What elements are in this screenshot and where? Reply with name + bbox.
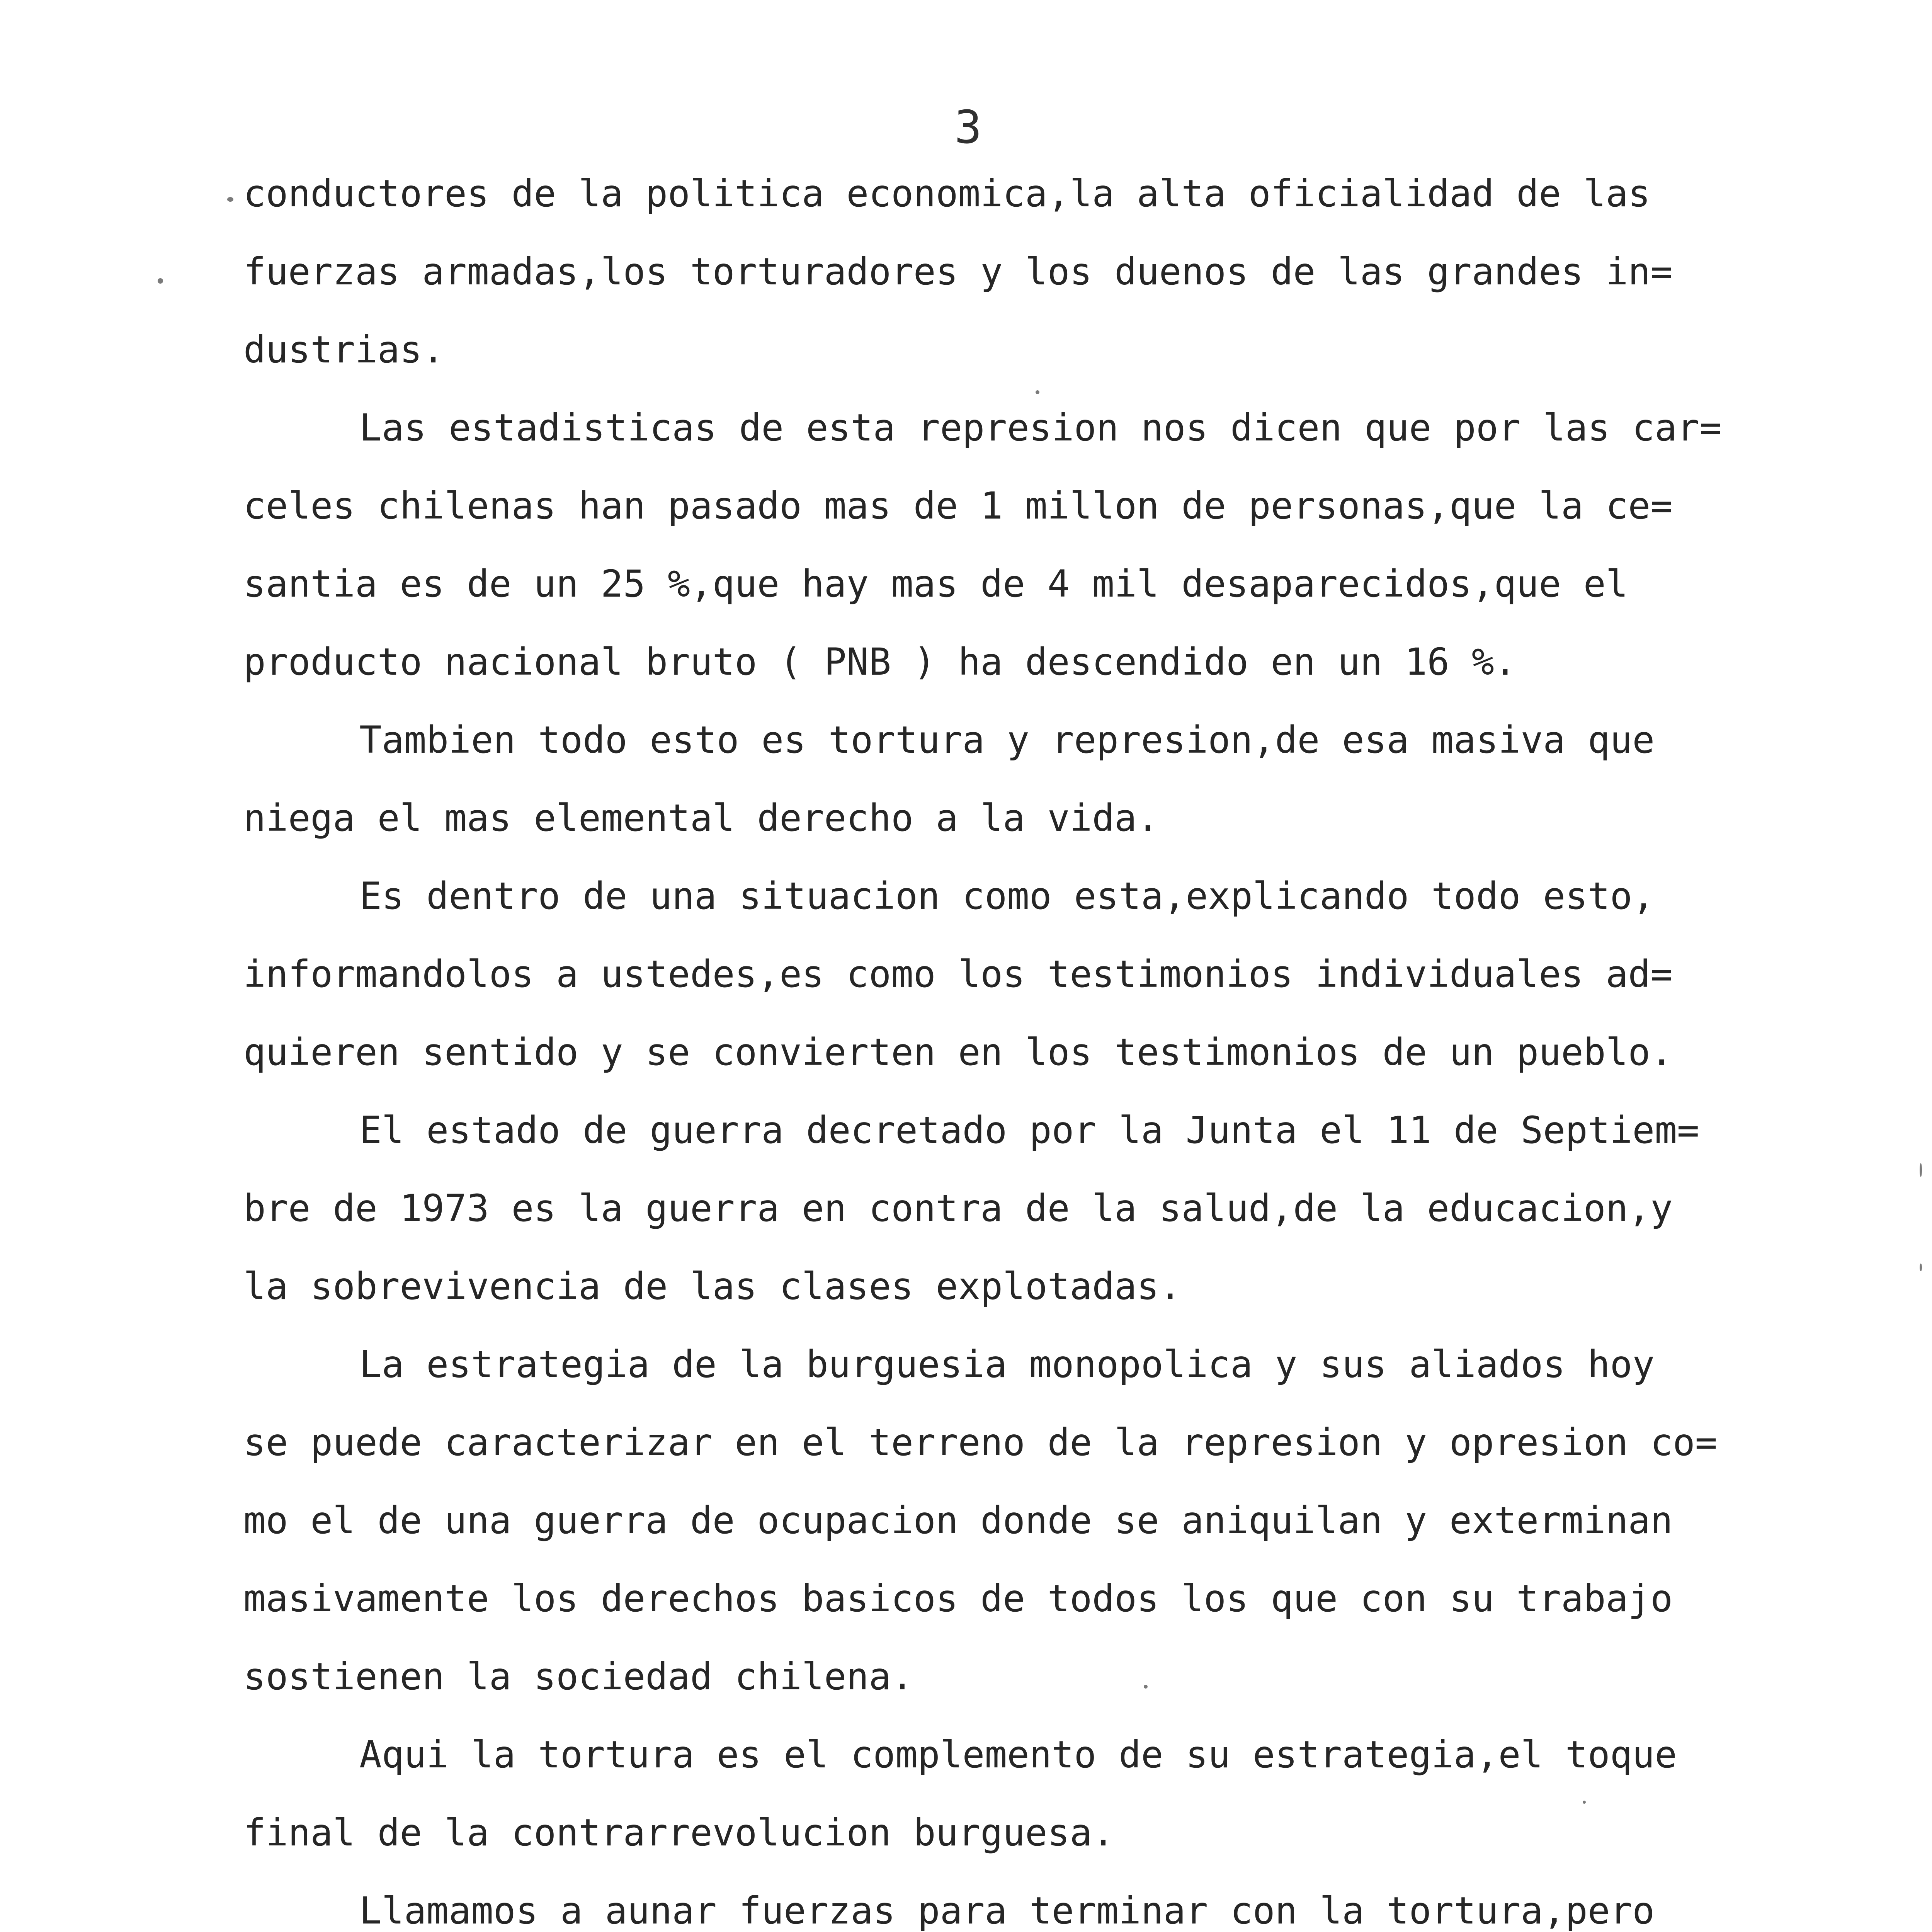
text-line: la sobrevivencia de las clases explotadas. xyxy=(243,1265,1182,1308)
text-line: Llamamos a aunar fuerzas para terminar con la tortura,pero xyxy=(359,1889,1655,1932)
text-line: informandolos a ustedes,es como los testimonios individuales ad= xyxy=(243,952,1673,996)
text-line: final de la contrarrevolucion burguesa. xyxy=(243,1811,1115,1854)
text-line: sostienen la sociedad chilena. xyxy=(243,1655,913,1698)
text-line: Las estadisticas de esta represion nos dicen que por las car= xyxy=(359,406,1722,449)
text-line: Tambien todo esto es tortura y represion,de esa masiva que xyxy=(359,718,1655,762)
scan-speck xyxy=(1036,390,1039,394)
scan-speck xyxy=(1583,1801,1586,1804)
page-number: 3 xyxy=(954,100,982,154)
text-line: celes chilenas han pasado mas de 1 millon de personas,que la ce= xyxy=(243,484,1673,527)
text-line: Es dentro de una situacion como esta,explicando todo esto, xyxy=(359,874,1655,918)
scan-speck xyxy=(1920,1163,1922,1177)
text-line: masivamente los derechos basicos de todos los que con su trabajo xyxy=(243,1577,1673,1620)
text-line: quieren sentido y se convierten en los testimonios de un pueblo. xyxy=(243,1031,1673,1074)
text-line: niega el mas elemental derecho a la vida. xyxy=(243,796,1159,840)
text-line: conductores de la politica economica,la alta oficialidad de las xyxy=(243,172,1651,215)
text-line: producto nacional bruto ( PNB ) ha descendido en un 16 %. xyxy=(243,640,1517,684)
scan-speck xyxy=(227,197,233,202)
text-line: El estado de guerra decretado por la Junta el 11 de Septiem= xyxy=(359,1109,1699,1152)
scan-speck xyxy=(158,278,163,284)
text-line: bre de 1973 es la guerra en contra de la salud,de la educacion,y xyxy=(243,1187,1673,1230)
scan-speck xyxy=(1144,1685,1148,1689)
scan-speck xyxy=(1920,1264,1922,1271)
text-line: La estrategia de la burguesia monopolica y sus aliados hoy xyxy=(359,1343,1655,1386)
body-text xyxy=(243,155,1866,1932)
text-line: santia es de un 25 %,que hay mas de 4 mil desaparecidos,que el xyxy=(243,562,1628,605)
text-line: Aqui la tortura es el complemento de su estrategia,el toque xyxy=(359,1733,1677,1776)
text-line: se puede caracterizar en el terreno de la represion y opresion co= xyxy=(243,1421,1718,1464)
text-line: fuerzas armadas,los torturadores y los duenos de las grandes in= xyxy=(243,250,1673,293)
text-line: mo el de una guerra de ocupacion donde se aniquilan y exterminan xyxy=(243,1499,1673,1542)
text-line: dustrias. xyxy=(243,328,445,371)
